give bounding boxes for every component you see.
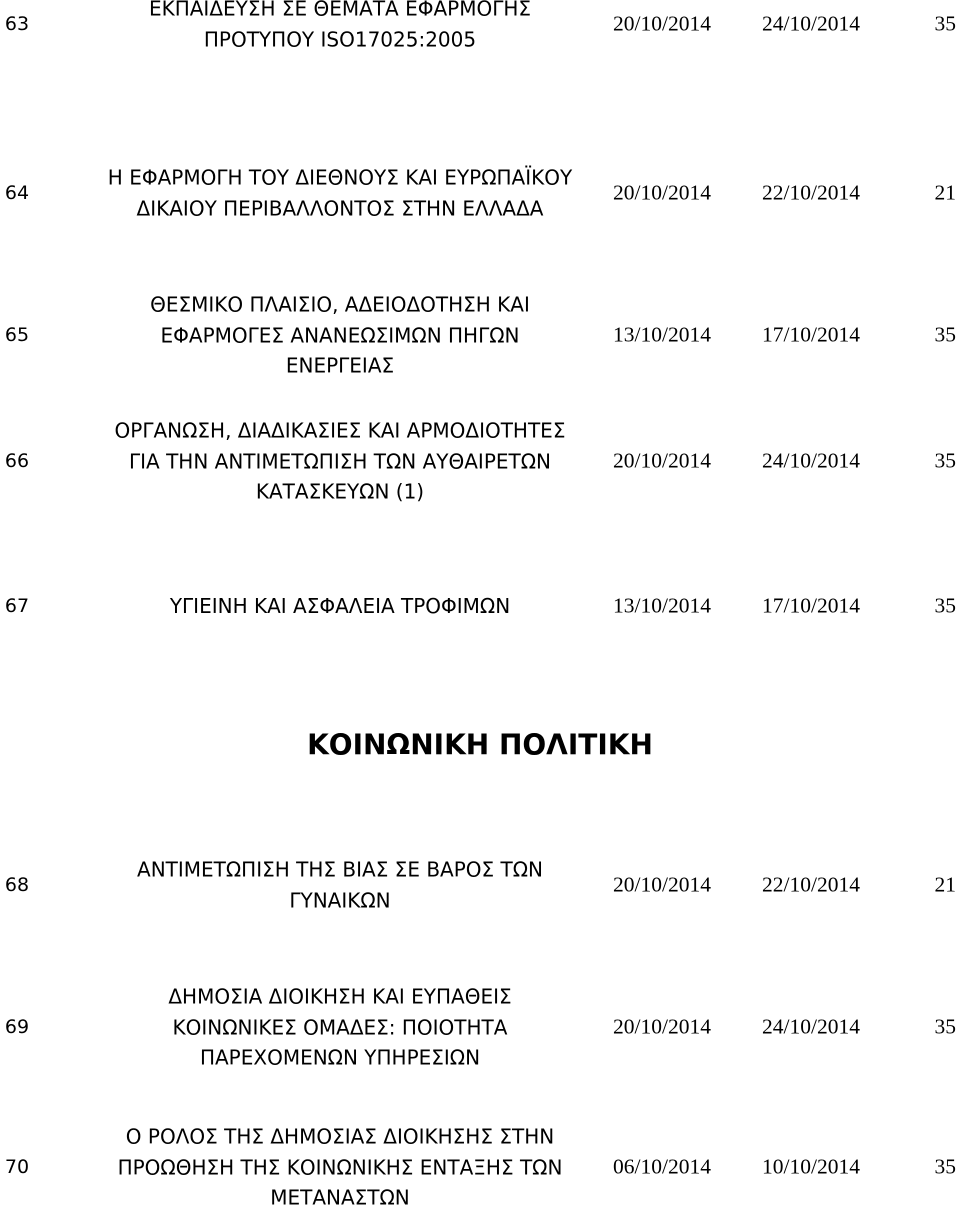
course-title	[60, 415, 620, 507]
end-date: 24/10/2014	[762, 11, 860, 36]
course-title-line: ΚΟΙΝΩΝΙΚΕΣ ΟΜΑΔΕΣ: ΠΟΙΟΤΗΤΑ	[172, 1014, 508, 1039]
course-title-line: ΔΗΜΟΣΙΑ ΔΙΟΙΚΗΣΗ ΚΑΙ ΕΥΠΑΘΕΙΣ	[168, 984, 512, 1009]
hours: 35	[934, 322, 956, 347]
row-number: 67	[4, 595, 30, 617]
course-title-line: ΠΡΟΤΥΠΟΥ ISO17025:2005	[203, 27, 477, 51]
hours: 35	[934, 593, 956, 618]
course-title	[60, 289, 620, 381]
course-title	[60, 1121, 620, 1213]
end-date: 10/10/2014	[762, 1154, 860, 1179]
row-number: 65	[4, 324, 30, 346]
end-date: 24/10/2014	[762, 448, 860, 473]
course-title-line: ΚΑΤΑΣΚΕΥΩΝ (1)	[255, 479, 425, 504]
row-number: 70	[4, 1156, 30, 1178]
end-date: 17/10/2014	[762, 322, 860, 347]
course-title-line: ΓΙΑ ΤΗΝ ΑΝΤΙΜΕΤΩΠΙΣΗ ΤΩΝ ΑΥΘΑΙΡΕΤΩΝ	[129, 448, 551, 473]
start-date: 20/10/2014	[613, 11, 711, 36]
course-title	[60, 163, 620, 224]
start-date: 20/10/2014	[613, 1014, 711, 1039]
end-date: 22/10/2014	[762, 180, 860, 205]
row-number: 64	[4, 182, 30, 204]
hours: 35	[934, 11, 956, 36]
row-number: 63	[4, 13, 30, 35]
start-date: 13/10/2014	[613, 593, 711, 618]
course-title-line: ΠΡΟΩΘΗΣΗ ΤΗΣ ΚΟΙΝΩΝΙΚΗΣ ΕΝΤΑΞΗΣ ΤΩΝ	[117, 1154, 563, 1179]
course-title-line: ΕΚΠΑΙΔΕΥΣΗ ΣΕ ΘΕΜΑΤΑ ΕΦΑΡΜΟΓΗΣ	[148, 0, 532, 21]
start-date: 06/10/2014	[613, 1154, 711, 1179]
start-date: 20/10/2014	[613, 448, 711, 473]
row-number: 66	[4, 450, 30, 472]
end-date: 22/10/2014	[762, 872, 860, 897]
hours: 35	[934, 1154, 956, 1179]
course-title	[60, 591, 620, 622]
course-title-line: ΠΑΡΕΧΟΜΕΝΩΝ ΥΠΗΡΕΣΙΩΝ	[199, 1045, 481, 1070]
hours: 35	[934, 448, 956, 473]
row-number: 69	[4, 1016, 30, 1038]
course-title	[60, 0, 620, 55]
hours: 21	[934, 872, 956, 897]
hours: 21	[934, 180, 956, 205]
course-title	[60, 855, 620, 916]
start-date: 20/10/2014	[613, 180, 711, 205]
course-title-line: ΥΓΙΕΙΝΗ ΚΑΙ ΑΣΦΑΛΕΙΑ ΤΡΟΦΙΜΩΝ	[169, 593, 511, 618]
start-date: 13/10/2014	[613, 322, 711, 347]
hours: 35	[934, 1014, 956, 1039]
row-number: 68	[4, 874, 30, 896]
course-title-line: ΑΝΤΙΜΕΤΩΠΙΣΗ ΤΗΣ ΒΙΑΣ ΣΕ ΒΑΡΟΣ ΤΩΝ	[137, 857, 543, 882]
course-title-line: ΔΙΚΑΙΟΥ ΠΕΡΙΒΑΛΛΟΝΤΟΣ ΣΤΗΝ ΕΛΛΑΔΑ	[136, 196, 544, 220]
course-title-line: ΘΕΣΜΙΚΟ ΠΛΑΙΣΙΟ, ΑΔΕΙΟΔΟΤΗΣΗ ΚΑΙ	[150, 292, 530, 317]
end-date: 24/10/2014	[762, 1014, 860, 1039]
end-date: 17/10/2014	[762, 593, 860, 618]
section-heading: ΚΟΙΝΩΝΙΚΗ ΠΟΛΙΤΙΚΗ	[307, 728, 653, 762]
start-date: 20/10/2014	[613, 872, 711, 897]
course-title	[60, 981, 620, 1073]
course-title-line: ΜΕΤΑΝΑΣΤΩΝ	[270, 1185, 410, 1210]
course-title-line: Ο ΡΟΛΟΣ ΤΗΣ ΔΗΜΟΣΙΑΣ ΔΙΟΙΚΗΣΗΣ ΣΤΗΝ	[125, 1124, 555, 1149]
course-title-line: Η ΕΦΑΡΜΟΓΗ ΤΟΥ ΔΙΕΘΝΟΥΣ ΚΑΙ ΕΥΡΩΠΑΪΚΟΥ	[107, 165, 573, 190]
course-title-line: ΓΥΝΑΙΚΩΝ	[289, 888, 391, 912]
course-title-line: ΕΦΑΡΜΟΓΕΣ ΑΝΑΝΕΩΣΙΜΩΝ ΠΗΓΩΝ	[160, 322, 520, 347]
course-title-line: ΟΡΓΑΝΩΣΗ, ΔΙΑΔΙΚΑΣΙΕΣ ΚΑΙ ΑΡΜΟΔΙΟΤΗΤΕΣ	[114, 418, 566, 443]
course-title-line: ΕΝΕΡΓΕΙΑΣ	[285, 353, 395, 378]
